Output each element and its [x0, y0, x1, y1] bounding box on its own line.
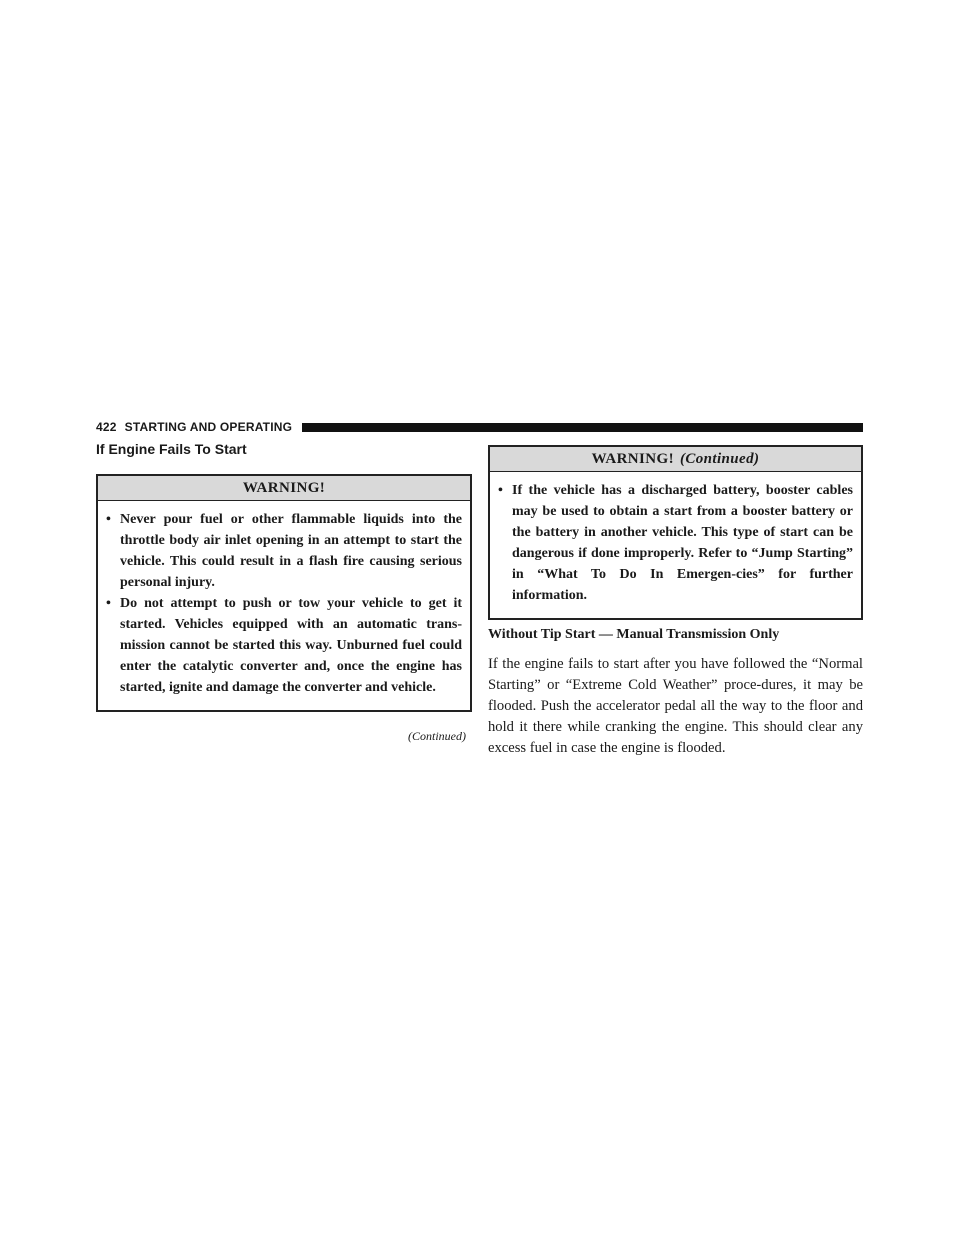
warning-item: [106, 509, 462, 593]
warning-title-text: WARNING!: [242, 480, 326, 496]
warning-title-text: WARNING!: [591, 451, 674, 467]
page-number: 422: [96, 420, 117, 434]
bullet-icon: •: [106, 512, 111, 527]
warning-list: [98, 501, 470, 710]
warning-title: [98, 476, 470, 501]
section-heading: If Engine Fails To Start: [96, 441, 247, 457]
body-paragraph: If the engine fails to start after you have followed the “Normal Starting” or “Extreme Cold Weather” proce-dures, it may be flooded. Push the accelerator pedal all the way to the floor and hold it there while cranking the engine. This should clear any excess fuel in case the engine is flooded.: [488, 656, 863, 756]
warning-item: [106, 593, 462, 698]
bullet-icon: •: [498, 483, 503, 498]
warning-item-text: Do not attempt to push or tow your vehicle to get it started. Vehicles equipped with an automatic trans-mission cannot be started this way. Unburned fuel could enter the catalytic converter and, once the engine has started, ignite and damage the converter and vehicle.: [120, 596, 462, 695]
warning-box-continued: [488, 445, 863, 620]
warning-item: [498, 480, 853, 606]
continued-label: (Continued): [408, 729, 466, 743]
bullet-icon: •: [106, 596, 111, 611]
warning-title-suffix: (Continued): [679, 451, 760, 467]
warning-title: [490, 447, 861, 472]
page-header: [96, 418, 863, 436]
section-title: STARTING AND OPERATING: [124, 420, 293, 434]
left-column: [96, 441, 472, 744]
header-rule: [302, 423, 863, 432]
warning-item-text: If the vehicle has a discharged battery, booster cables may be used to obtain a start from a booster battery or the battery in another vehicle. This type of start can be dangerous if done improperly. Refer to “Jump Starting” in “What To Do In Emergen-cies” for further information.: [512, 483, 853, 603]
warning-box: [96, 474, 472, 712]
warning-item-text: Never pour fuel or other flammable liquids into the throttle body air inlet opening in an attempt to start the vehicle. This could result in a flash fire causing serious personal injury.: [120, 512, 462, 590]
warning-list: [490, 472, 861, 618]
subheading: Without Tip Start — Manual Transmission Only: [488, 627, 780, 642]
right-column: [488, 445, 863, 759]
